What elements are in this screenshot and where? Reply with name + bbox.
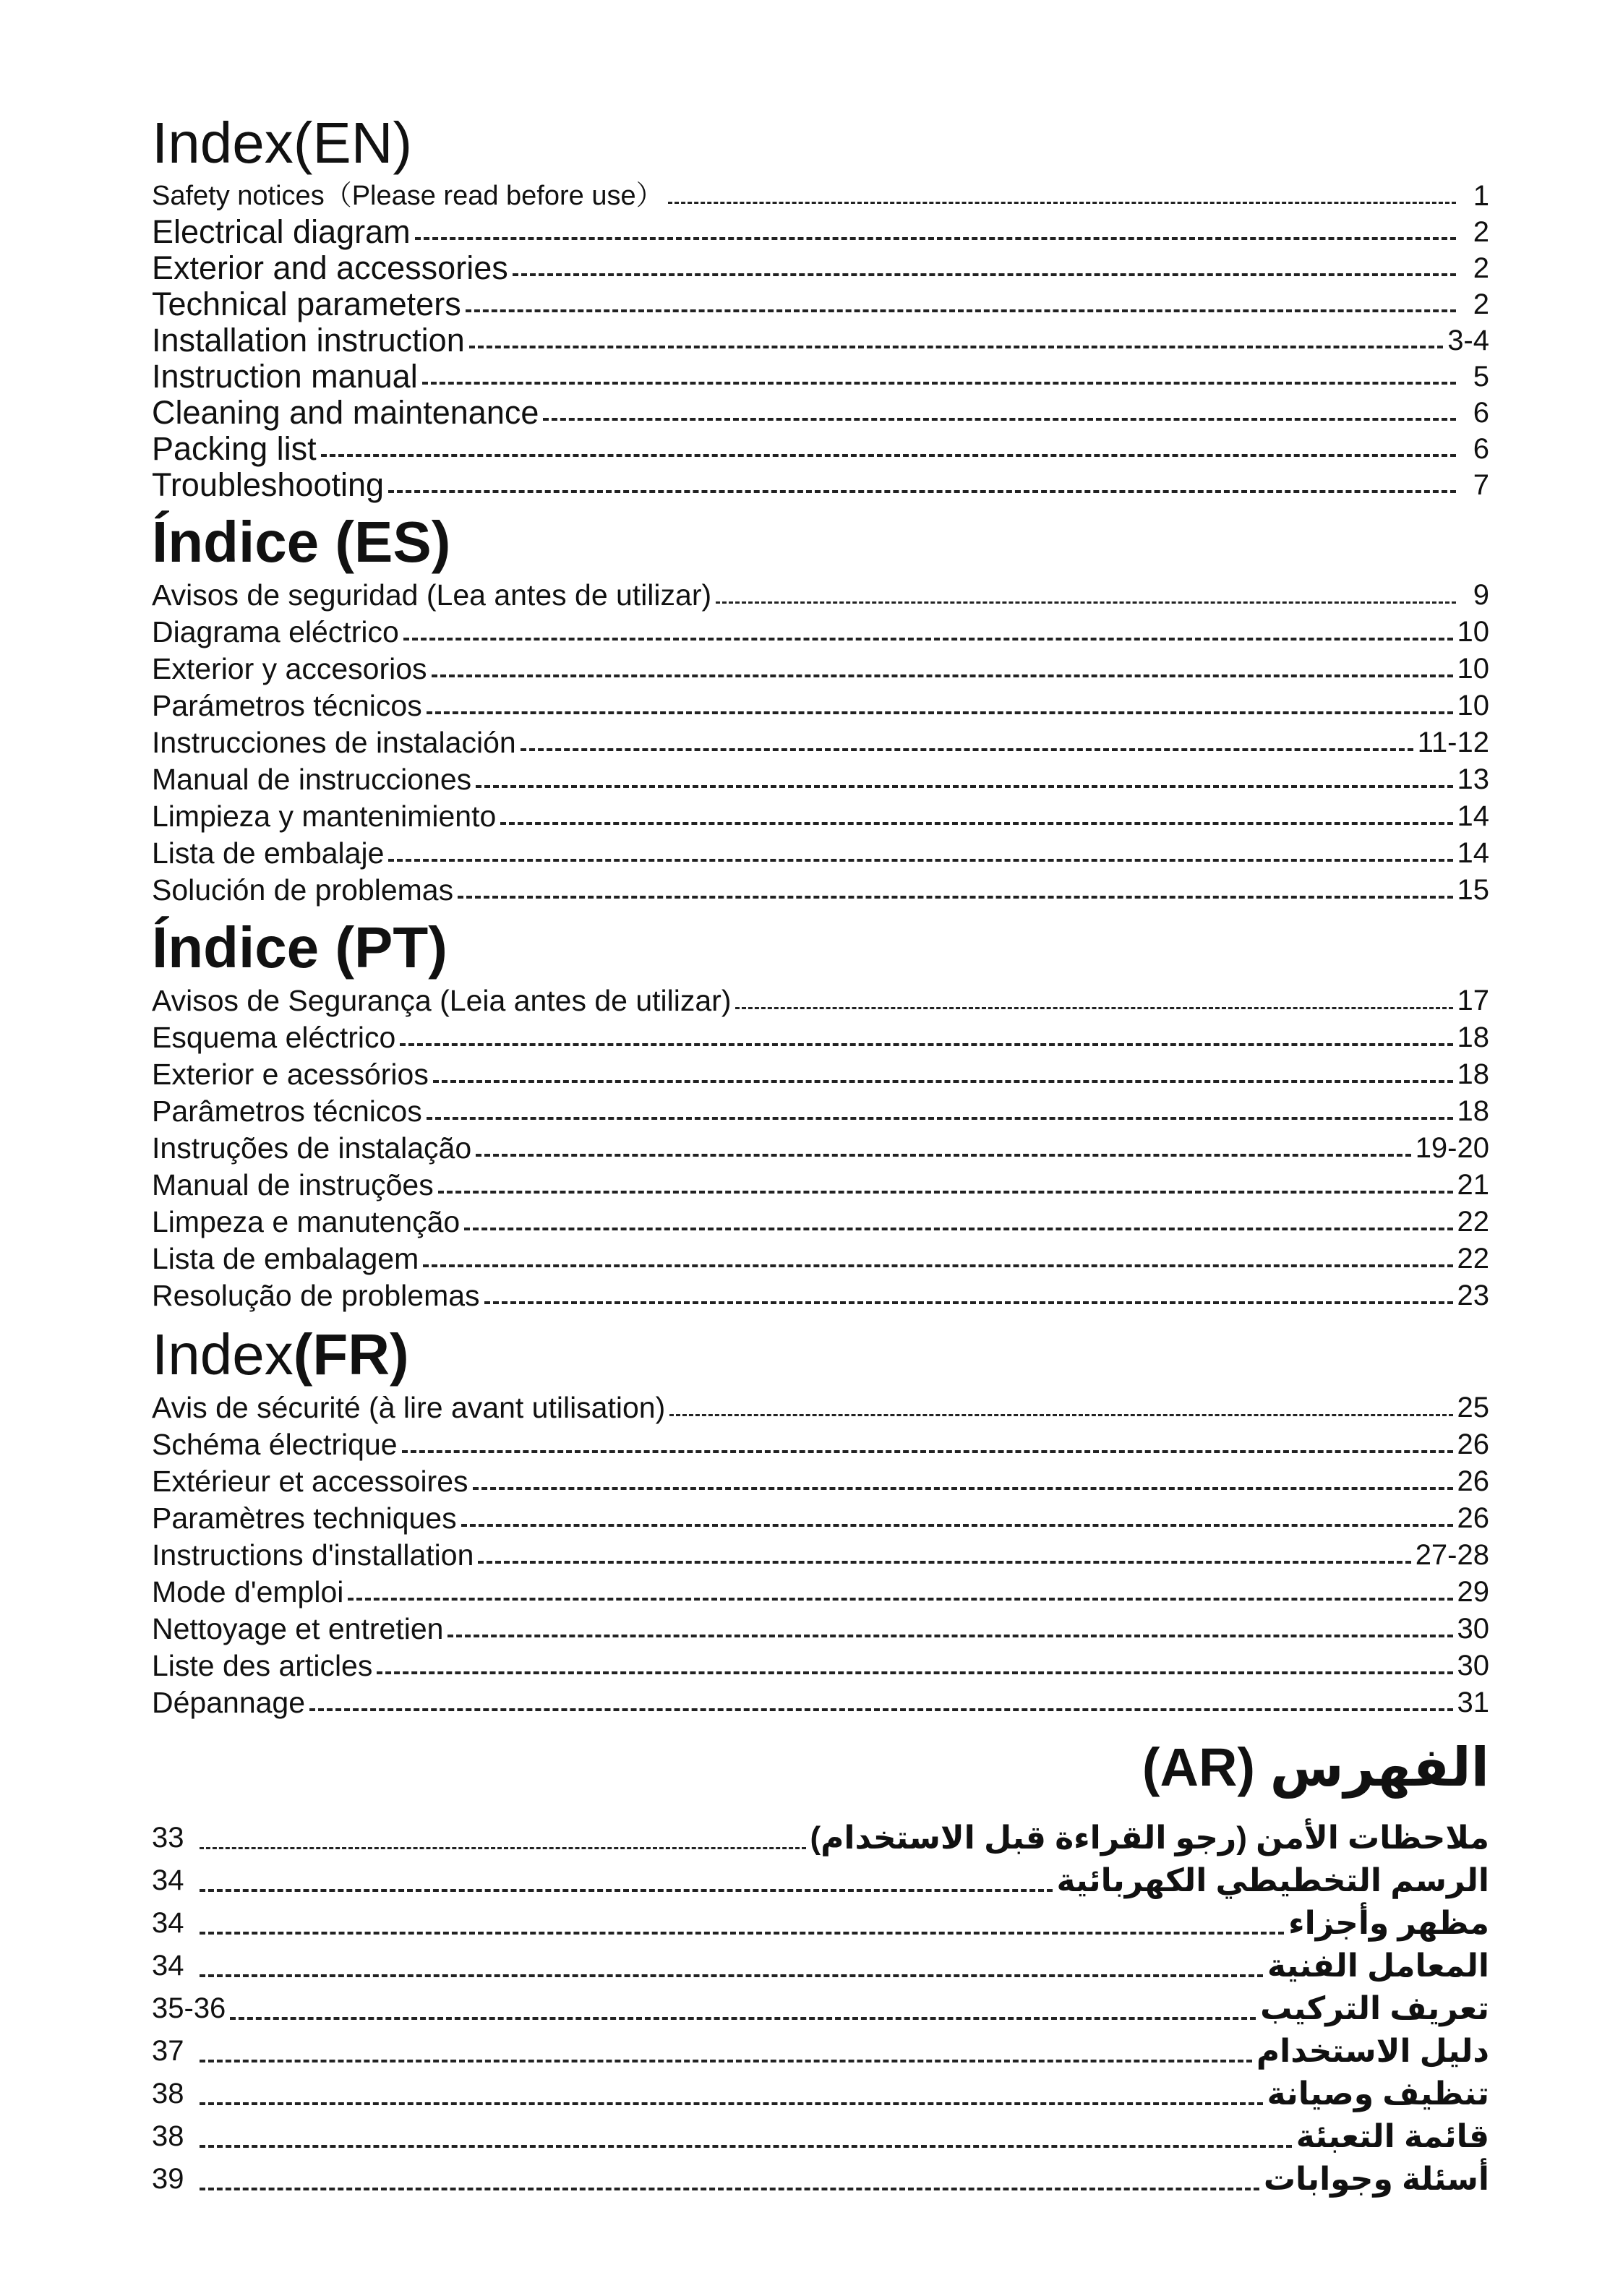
toc-label: Avis de sécurité (à lire avant utilisation) — [152, 1391, 666, 1424]
toc-entry — [152, 467, 1489, 503]
toc-entry — [152, 1500, 1489, 1537]
toc-leader — [388, 859, 1452, 862]
toc-entry — [152, 359, 1489, 395]
toc-page: 14 — [1457, 837, 1489, 869]
toc-label: Packing list — [152, 430, 317, 467]
section-title-fr-plain: Index — [152, 1322, 294, 1387]
toc-page: 25 — [1457, 1392, 1489, 1423]
toc-leader — [513, 273, 1456, 276]
toc-page: 6 — [1473, 397, 1489, 429]
section-title-fr-bold: (FR) — [293, 1322, 409, 1387]
toc-label: Esquema eléctrico — [152, 1021, 396, 1054]
toc-page: 39 — [152, 2163, 184, 2195]
toc-leader — [321, 454, 1456, 457]
toc-label: Lista de embalaje — [152, 836, 385, 870]
toc-leader — [200, 2060, 1252, 2062]
toc-entry — [152, 1987, 1489, 2030]
toc-label: Technical parameters — [152, 286, 461, 322]
section-title-es: Índice (ES) — [152, 510, 451, 574]
toc-label: Lista de embalagem — [152, 1242, 419, 1275]
toc-leader — [476, 785, 1452, 788]
toc-leader — [348, 1598, 1452, 1601]
toc-page: 10 — [1457, 616, 1489, 648]
toc-page: 33 — [152, 1822, 184, 1854]
toc-leader — [200, 2102, 1263, 2105]
toc-label: Parámetros técnicos — [152, 689, 422, 722]
toc-label: المعامل الفنية — [1267, 1948, 1489, 1984]
toc-entry — [152, 1817, 1489, 1859]
toc-page: 3-4 — [1447, 325, 1489, 356]
toc-label: Parâmetros técnicos — [152, 1095, 422, 1128]
toc-label: Avisos de seguridad (Lea antes de utilizar) — [152, 578, 712, 612]
toc-entry — [152, 2073, 1489, 2115]
toc-entry — [152, 687, 1489, 724]
toc-label: Cleaning and maintenance — [152, 394, 539, 431]
toc-leader — [427, 1117, 1453, 1120]
toc-page: 10 — [1457, 690, 1489, 721]
toc-label: تنظيف وصيانة — [1267, 2076, 1489, 2112]
toc-entry — [152, 431, 1489, 467]
toc-page: 7 — [1473, 469, 1489, 501]
toc-page: 21 — [1457, 1169, 1489, 1201]
toc-leader — [400, 1043, 1452, 1046]
toc-entry — [152, 1537, 1489, 1574]
toc-page: 31 — [1457, 1687, 1489, 1718]
toc-leader — [432, 674, 1453, 677]
toc-label: Exterior and accessories — [152, 249, 508, 286]
section-pt — [152, 913, 1489, 1314]
toc-entry — [152, 214, 1489, 250]
toc-entry — [152, 1684, 1489, 1721]
toc-leader — [200, 2145, 1292, 2148]
toc-entry — [152, 761, 1489, 798]
toc-list-ar — [152, 1817, 1489, 2201]
toc-page: 18 — [1457, 1095, 1489, 1127]
toc-leader — [464, 1228, 1452, 1230]
toc-entry — [152, 1019, 1489, 1056]
toc-leader — [469, 346, 1443, 348]
toc-leader — [466, 309, 1456, 312]
toc-label: Instructions d'installation — [152, 1538, 474, 1572]
toc-label: Manual de instrucciones — [152, 763, 472, 796]
toc-leader — [388, 490, 1456, 493]
toc-entry — [152, 651, 1489, 687]
toc-page: 10 — [1457, 653, 1489, 685]
toc-label: Dépannage — [152, 1686, 306, 1719]
toc-page: 9 — [1473, 579, 1489, 611]
toc-label: Electrical diagram — [152, 213, 411, 250]
toc-page: 15 — [1457, 874, 1489, 906]
toc-leader — [668, 202, 1456, 204]
toc-entry — [152, 2030, 1489, 2073]
toc-page: 1 — [1473, 180, 1489, 212]
toc-entry — [152, 1204, 1489, 1241]
toc-label: Nettoyage et entretien — [152, 1612, 444, 1645]
toc-entry — [152, 1611, 1489, 1648]
toc-entry — [152, 1093, 1489, 1130]
toc-label: Resolução de problemas — [152, 1279, 480, 1312]
section-ar — [152, 1731, 1489, 2201]
toc-entry — [152, 2115, 1489, 2158]
toc-entry — [152, 798, 1489, 835]
toc-entry — [152, 1463, 1489, 1500]
toc-leader — [478, 1561, 1410, 1564]
toc-page: 2 — [1473, 252, 1489, 284]
toc-page: 34 — [152, 1907, 184, 1939]
toc-label: Exterior e acessórios — [152, 1058, 429, 1091]
toc-page: 26 — [1457, 1502, 1489, 1534]
toc-list-pt — [152, 982, 1489, 1314]
toc-label: Liste des articles — [152, 1649, 373, 1682]
toc-label: مظهر وأجزاء — [1288, 1906, 1489, 1941]
toc-leader — [403, 638, 1453, 641]
index-page — [152, 108, 1489, 2201]
toc-entry — [152, 982, 1489, 1019]
toc-leader — [423, 1264, 1452, 1267]
toc-page: 23 — [1457, 1280, 1489, 1311]
toc-label: Mode d'emploi — [152, 1575, 344, 1609]
toc-leader — [422, 382, 1456, 385]
toc-leader — [735, 1007, 1452, 1009]
toc-leader — [200, 2188, 1259, 2190]
toc-label: تعريف التركيب — [1260, 1991, 1489, 2026]
toc-label: Instruções de instalação — [152, 1131, 472, 1165]
toc-entry — [152, 1130, 1489, 1167]
toc-entry — [152, 2158, 1489, 2201]
toc-leader — [476, 1154, 1411, 1157]
toc-label: Limpeza e manutenção — [152, 1205, 461, 1238]
toc-page: 13 — [1457, 763, 1489, 795]
section-title-pt: Índice (PT) — [152, 915, 447, 980]
toc-label: Schéma électrique — [152, 1428, 398, 1461]
toc-page: 26 — [1457, 1428, 1489, 1460]
toc-leader — [433, 1080, 1453, 1083]
toc-leader — [200, 1889, 1053, 1892]
toc-label: Avisos de Segurança (Leia antes de utilizar) — [152, 984, 732, 1017]
section-title-en: Index(EN) — [152, 111, 413, 175]
toc-entry — [152, 1945, 1489, 1987]
toc-leader — [484, 1301, 1453, 1304]
toc-list-fr — [152, 1389, 1489, 1721]
toc-entry — [152, 178, 1489, 214]
toc-entry — [152, 577, 1489, 614]
toc-page: 30 — [1457, 1613, 1489, 1645]
toc-page: 38 — [152, 2120, 184, 2152]
toc-label: Limpieza y mantenimiento — [152, 800, 497, 833]
toc-leader — [200, 1847, 806, 1849]
toc-page: 6 — [1473, 433, 1489, 465]
section-title-ar: الفهرس (AR) — [1142, 1737, 1489, 1797]
toc-label: دليل الاستخدام — [1256, 2034, 1489, 2069]
toc-leader — [447, 1635, 1452, 1637]
toc-leader — [415, 237, 1456, 240]
toc-entry — [152, 1902, 1489, 1945]
toc-label: Troubleshooting — [152, 466, 385, 503]
toc-label: Instrucciones de instalación — [152, 726, 516, 759]
toc-label: ملاحظات الأمن (رجو القراءة قبل الاستخدام) — [810, 1820, 1489, 1856]
toc-page: 26 — [1457, 1465, 1489, 1497]
toc-entry — [152, 1277, 1489, 1314]
toc-entry — [152, 1241, 1489, 1277]
toc-page: 22 — [1457, 1243, 1489, 1275]
toc-leader — [716, 601, 1456, 604]
toc-list-en — [152, 178, 1489, 503]
toc-label: Instruction manual — [152, 358, 418, 395]
toc-entry — [152, 614, 1489, 651]
toc-leader — [377, 1671, 1452, 1674]
toc-leader — [309, 1708, 1452, 1711]
toc-entry — [152, 1056, 1489, 1093]
toc-label: أسئلة وجوابات — [1263, 2162, 1489, 2197]
toc-leader — [200, 1974, 1263, 1977]
toc-page: 19-20 — [1415, 1132, 1489, 1164]
toc-label: Extérieur et accessoires — [152, 1465, 468, 1498]
toc-entry — [152, 1859, 1489, 1902]
toc-entry — [152, 724, 1489, 761]
toc-entry — [152, 322, 1489, 359]
toc-page: 38 — [152, 2078, 184, 2109]
toc-page: 2 — [1473, 216, 1489, 248]
toc-leader — [461, 1524, 1453, 1527]
toc-leader — [521, 748, 1413, 751]
toc-label: Diagrama eléctrico — [152, 615, 399, 648]
toc-page: 14 — [1457, 800, 1489, 832]
toc-page: 22 — [1457, 1206, 1489, 1238]
toc-label: Exterior y accesorios — [152, 652, 427, 685]
toc-page: 17 — [1457, 985, 1489, 1016]
toc-list-es — [152, 577, 1489, 909]
toc-label: قائمة التعبئة — [1296, 2119, 1489, 2154]
toc-entry — [152, 1648, 1489, 1684]
toc-leader — [438, 1191, 1453, 1194]
toc-label: Installation instruction — [152, 322, 465, 359]
toc-leader — [669, 1414, 1452, 1416]
toc-leader — [427, 711, 1453, 714]
section-fr — [152, 1320, 1489, 1721]
toc-entry — [152, 1426, 1489, 1463]
toc-leader — [543, 418, 1456, 421]
section-es — [152, 507, 1489, 909]
toc-leader — [200, 1932, 1284, 1935]
toc-page: 35-36 — [152, 1992, 226, 2024]
toc-page: 2 — [1473, 288, 1489, 320]
toc-label: Paramètres techniques — [152, 1502, 457, 1535]
toc-entry — [152, 1167, 1489, 1204]
toc-leader — [230, 2017, 1256, 2020]
toc-leader — [473, 1487, 1453, 1490]
toc-page: 27-28 — [1415, 1539, 1489, 1571]
toc-entry — [152, 1389, 1489, 1426]
section-en — [152, 108, 1489, 503]
toc-page: 29 — [1457, 1576, 1489, 1608]
toc-page: 34 — [152, 1864, 184, 1896]
toc-entry — [152, 835, 1489, 872]
toc-page: 34 — [152, 1950, 184, 1982]
toc-entry — [152, 872, 1489, 909]
toc-leader — [500, 822, 1452, 825]
toc-entry — [152, 286, 1489, 322]
toc-label: Manual de instruções — [152, 1168, 434, 1201]
toc-entry — [152, 395, 1489, 431]
toc-page: 11-12 — [1417, 727, 1489, 758]
toc-entry — [152, 1574, 1489, 1611]
toc-page: 18 — [1457, 1058, 1489, 1090]
toc-label: الرسم التخطيطي الكهربائية — [1056, 1863, 1489, 1898]
toc-page: 30 — [1457, 1650, 1489, 1682]
toc-leader — [458, 896, 1452, 899]
section-title-fr — [152, 1320, 1489, 1389]
toc-page: 18 — [1457, 1021, 1489, 1053]
toc-entry — [152, 250, 1489, 286]
toc-leader — [402, 1450, 1453, 1453]
toc-page: 37 — [152, 2035, 184, 2067]
toc-page: 5 — [1473, 361, 1489, 393]
toc-label: Solución de problemas — [152, 873, 454, 907]
toc-label: Safety notices（Please read before use） — [152, 181, 664, 211]
